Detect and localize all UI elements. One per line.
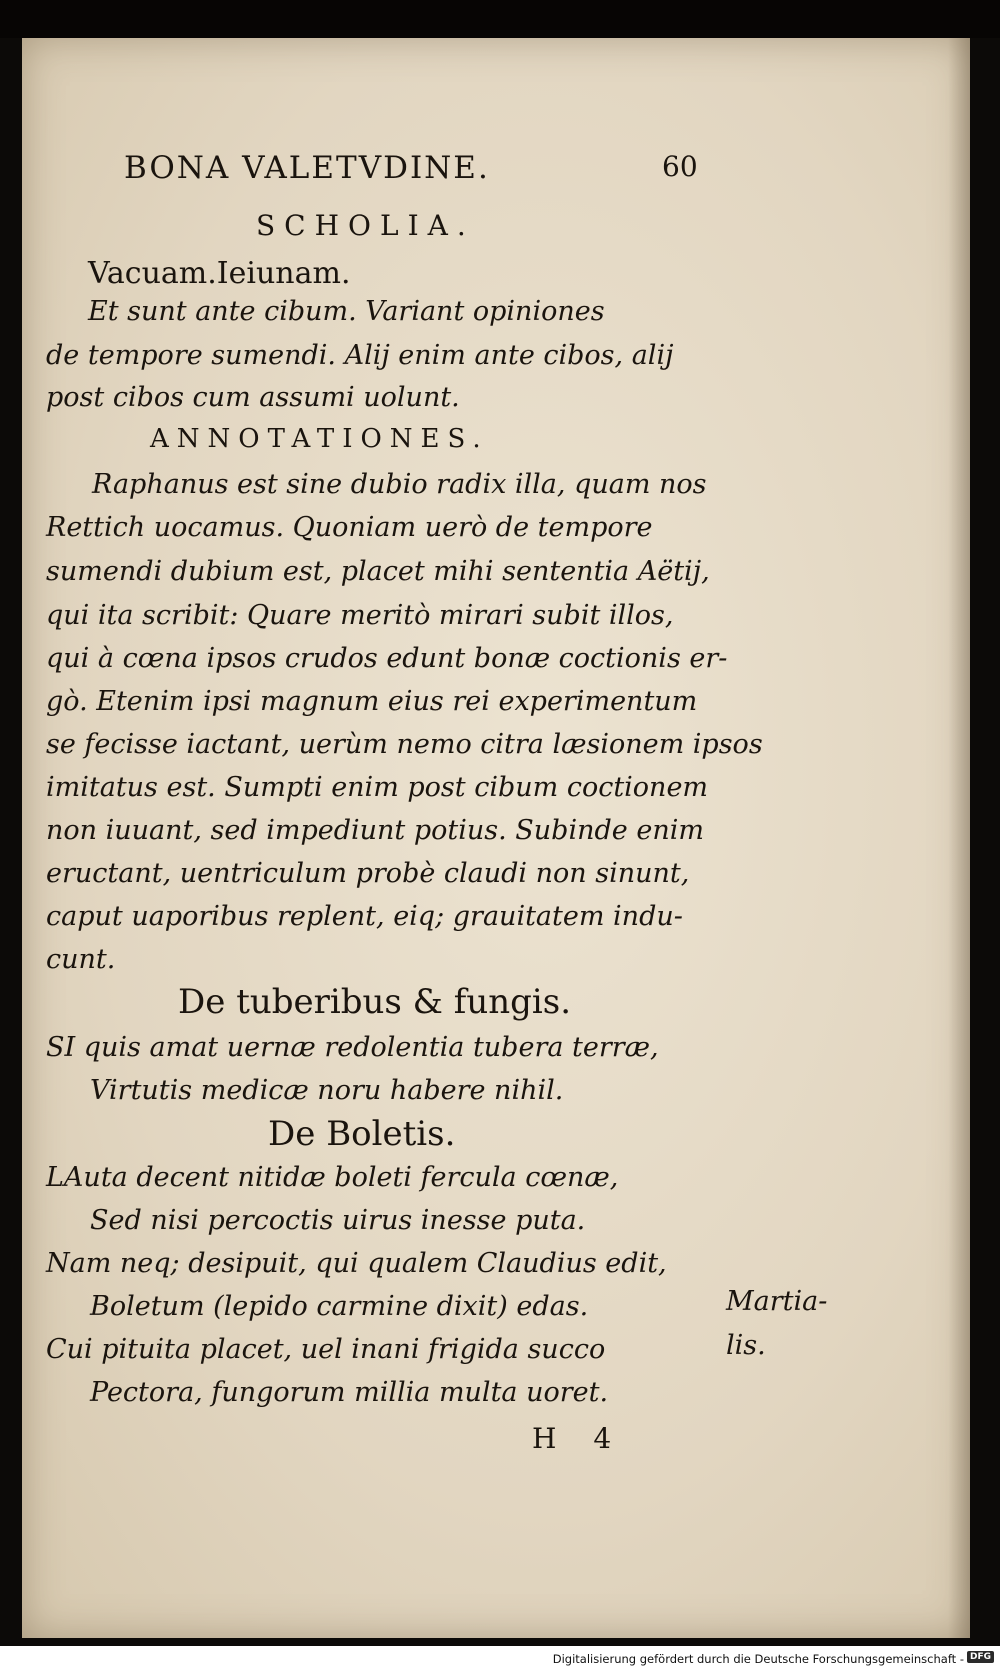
- verse-line: Boletum (lepido carmine dixit) edas.: [90, 1291, 589, 1322]
- verse-line: Nam neq; desipuit, qui qualem Claudius edit,: [46, 1248, 667, 1279]
- annotation-line: sumendi dubium est, placet mihi sententia Aëtij,: [46, 556, 710, 587]
- page-edge-shadow: [948, 38, 970, 1638]
- heading-scholia: SCHOLIA.: [256, 209, 475, 242]
- annotation-line: caput uaporibus replent, eiq; grauitatem indu-: [46, 901, 683, 932]
- verse-line: Sed nisi percoctis uirus inesse puta.: [90, 1205, 586, 1236]
- annotation-line: qui à cœna ipsos crudos edunt bonæ coctionis er-: [46, 643, 728, 674]
- annotation-line: Raphanus est sine dubio radix illa, quam nos: [92, 469, 707, 500]
- annotation-line: gò. Etenim ipsi magnum eius rei experimentum: [46, 686, 698, 717]
- verse-line: SI quis amat uernæ redolentia tubera terræ,: [46, 1032, 659, 1063]
- funding-credit: Digitalisierung gefördert durch die Deutsche Forschungsgemeinschaft -: [552, 1652, 964, 1666]
- page-number: 60: [662, 150, 698, 183]
- verse-line: Pectora, fungorum millia multa uoret.: [90, 1377, 609, 1408]
- signature-mark: H 4: [532, 1422, 626, 1455]
- subheading-tuberibus: De tuberibus & fungis.: [178, 982, 572, 1022]
- annotation-line: imitatus est. Sumpti enim post cibum coctionem: [46, 772, 709, 803]
- annotation-line: non iuuant, sed impediunt potius. Subinde enim: [46, 815, 704, 846]
- annotation-line: cunt.: [46, 944, 116, 975]
- margin-note-line: lis.: [726, 1330, 766, 1361]
- annotation-line: se fecisse iactant, uerùm nemo citra læsionem ipsos: [46, 729, 763, 760]
- verse-line: Virtutis medicæ noru habere nihil.: [90, 1075, 564, 1106]
- scholia-line-3: de tempore sumendi. Alij enim ante cibos, alij: [46, 340, 674, 371]
- verse-line: Cui pituita placet, uel inani frigida succo: [46, 1334, 606, 1365]
- scholia-line-4: post cibos cum assumi uolunt.: [46, 382, 460, 413]
- scholia-line-2: Et sunt ante cibum. Variant opiniones: [88, 296, 605, 327]
- annotation-line: eructant, uentriculum probè claudi non sinunt,: [46, 858, 690, 889]
- subheading-boletis: De Boletis.: [268, 1114, 456, 1154]
- scholia-line-1: Vacuam.Ieiunam.: [88, 256, 351, 291]
- heading-annotationes: ANNOTATIONES.: [150, 424, 489, 454]
- dfg-logo: DFG: [967, 1651, 994, 1663]
- running-head: BONA VALETVDINE.: [124, 150, 490, 186]
- annotation-line: qui ita scribit: Quare meritò mirari subit illos,: [46, 600, 674, 631]
- scan-top-border: [0, 0, 1000, 38]
- verse-line: LAuta decent nitidæ boleti fercula cœnæ,: [46, 1162, 619, 1193]
- margin-note-line: Martia-: [726, 1286, 828, 1317]
- annotation-line: Rettich uocamus. Quoniam uerò de tempore: [46, 512, 653, 543]
